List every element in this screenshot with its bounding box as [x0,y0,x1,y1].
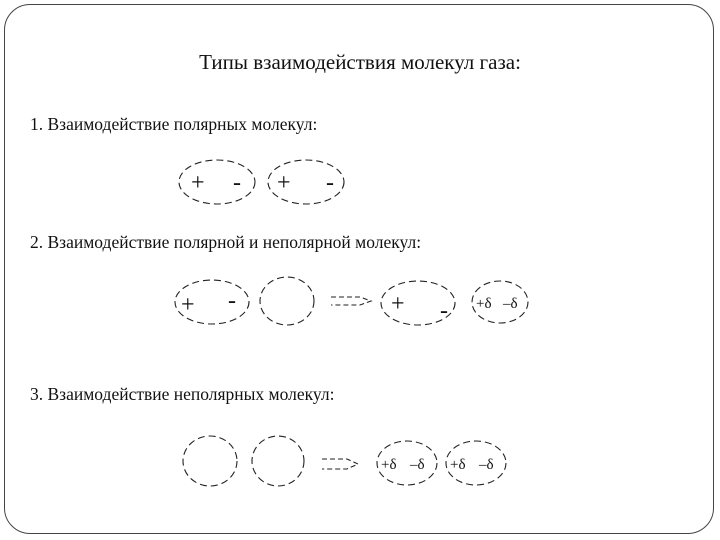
arrow-icon [322,459,358,469]
section-heading-polar-nonpolar: 2. Взаимодействие полярной и неполярной молекул: [30,232,422,252]
charge-delta-plus: +δ [476,296,492,312]
charge-minus: - [326,170,334,196]
section-heading-polar: 1. Взаимодействие полярных молекул: [30,114,318,134]
charge-minus: - [228,288,236,314]
charge-delta-minus: –δ [479,457,494,473]
arrow-icon [331,297,371,305]
molecule-nonpolar [252,436,304,486]
section-3-molecules [183,436,506,486]
charge-plus: + [191,170,205,196]
charge-plus: + [181,292,195,318]
slide-title: Типы взаимодействия молекул газа: [199,50,521,74]
charge-delta-minus: –δ [410,457,425,473]
charge-minus: - [440,298,448,324]
section-1-molecules [179,160,344,204]
charge-plus: + [277,170,291,196]
charge-delta-plus: +δ [381,457,397,473]
charge-delta-plus: +δ [450,457,466,473]
charge-plus: + [391,291,405,317]
section-2-molecules [175,277,528,325]
molecule-nonpolar [183,436,237,486]
charge-delta-minus: –δ [503,296,518,312]
section-heading-nonpolar: 3. Взаимодействие неполярных молекул: [30,384,335,404]
molecule-nonpolar [260,277,314,325]
charge-minus: - [233,170,241,196]
